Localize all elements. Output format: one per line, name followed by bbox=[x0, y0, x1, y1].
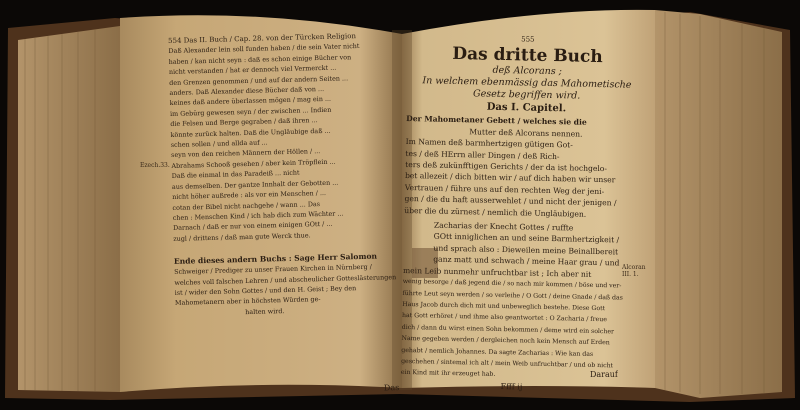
text-line: Name gegeben werden / dergleichen noch kein Mensch auf Erden bbox=[401, 335, 610, 347]
left-running-header: 554 Das II. Buch / Cap. 28. von der Türcken Religion bbox=[168, 32, 357, 45]
text-line: Haus Jacob durch dich mit und unbeweglich bestehe. Diese Gott bbox=[402, 300, 606, 313]
text-line: die Felsen und Berge gegraben / daß ihren ... bbox=[170, 116, 318, 129]
text-line: ein Kind mit ihr erzeuget hab. bbox=[400, 369, 496, 379]
text-line: schen sollen / und allda auf ... bbox=[170, 138, 268, 150]
text-line: hat Gott erhöret / und ihme also geantwortet : O Zacharia / freue bbox=[401, 312, 607, 324]
text-line: Darnach / daß er nur von einem einigen GOtt / ... bbox=[172, 220, 333, 233]
text-line: gehabt / nemlich Johannes. Da sagte Zacharias : Wie kan das bbox=[401, 346, 594, 358]
closing-line: Mahometanern aber in höchsten Würden ge- bbox=[174, 295, 321, 308]
text-line: GOtt inniglichen an und seine Barmhertzigkeit / bbox=[433, 232, 620, 245]
text-line: aus demselben. Der gantze Innhalt der Gebotten ... bbox=[171, 178, 339, 191]
page-number: 555 bbox=[521, 35, 535, 44]
closing-line: ist / wider den Sohn Gottes / und den H. Geist ; Bey den bbox=[174, 284, 357, 297]
text-line: ters deß zukünfftigen Gerichts / der da ist hochgelo- bbox=[405, 160, 608, 174]
closing-line: welches voll falschen Lehren / und abscheulicher Gotteslästerungen bbox=[174, 272, 397, 287]
chapter-heading: Das I. Capitel. bbox=[486, 102, 567, 115]
text-line: Im Namen deß barmhertzigen gütigen Got- bbox=[405, 137, 573, 150]
subtitle-line: Gesetz begriffen wird. bbox=[472, 88, 581, 103]
closing-line: Ende dieses andern Buchs : Sage Herr Salomon bbox=[173, 251, 378, 267]
text-line: den Grenzen genommen / und auf der andern Seiten ... bbox=[169, 73, 349, 87]
left-margin-note: Ezech.33. bbox=[140, 162, 170, 169]
closing-line: Schweiger / Prediger zu unser Frauen Kirchen in Nürnberg / bbox=[174, 262, 372, 277]
right-margin-note: Alcoran III. 1. bbox=[622, 264, 646, 278]
right-catchword: Darauf bbox=[590, 370, 618, 379]
text-line: haben / kan nicht seyn : daß es schon einige Bücher von bbox=[168, 53, 352, 66]
text-line: Daß Alexander lein soll funden haben / die sein Vater nicht bbox=[168, 42, 360, 56]
text-line: gen / die du haft ausserwehlet / und nicht der jenigen / bbox=[404, 194, 617, 208]
text-line: zugl / drittens / daß man gute Werck thue. bbox=[173, 231, 311, 243]
chapter-subtitle: Mutter deß Alcorans nennen. bbox=[469, 127, 583, 139]
chapter-subtitle: Der Mahometaner Gebett / welches sie die bbox=[406, 114, 587, 128]
text-line: könnte zurück halten. Daß die Ungläubige daß ... bbox=[170, 126, 331, 139]
text-line: anders. Daß Alexander diese Bücher daß von ... bbox=[169, 84, 325, 98]
text-line: wenig besorge / daß jegend die / so nach mir kommen / böse und ver- bbox=[402, 278, 622, 290]
subtitle-line: deß Alcorans ; bbox=[492, 65, 563, 78]
text-line: und sprach also : Dieweilen meine Beinallbereit bbox=[433, 243, 619, 257]
left-page-edges bbox=[18, 26, 120, 392]
closing-line: halten wird. bbox=[245, 306, 285, 316]
left-page-text bbox=[168, 30, 399, 399]
text-line: geschehen / sintemal ich alt / mein Weib unfruchtbar / und ob nicht bbox=[401, 357, 614, 370]
text-line: keines daß andere überlassen mögen / mag ein ... bbox=[169, 95, 332, 108]
right-page-text bbox=[400, 32, 647, 395]
text-line: mein Leib nunmehr unfruchtbar ist ; Ich aber nit bbox=[402, 265, 592, 279]
text-line: Daß die einmal in das Paradeiß ... nicht bbox=[171, 168, 300, 181]
text-line: cotan der Bibel nicht nachgehe / wann ... Das bbox=[172, 199, 321, 212]
text-line: führte Leut seyn werden / so verleihe / O Gott / deine Gnade / daß das bbox=[402, 289, 623, 302]
text-line: Zacharias der Knecht Gottes / ruffte bbox=[433, 220, 574, 233]
signature-mark: Ffff ij bbox=[500, 381, 523, 392]
text-line: im Gebürg gewesen seyn / der zwischen ... Indien bbox=[169, 105, 332, 118]
text-line: Abrahams Schooß gesehen / aber kein Tröpflein ... bbox=[171, 157, 336, 170]
text-line: tes / deß HErrn aller Dingen / deß Rich- bbox=[405, 148, 560, 161]
subtitle-line: In welchem ebenmässig das Mahometische bbox=[422, 75, 632, 92]
text-line: nicht höher außrede : als vor ein Menschen / ... bbox=[172, 189, 327, 202]
text-line: Vertrauen / führe uns auf den rechten Weg der jeni- bbox=[404, 182, 605, 196]
text-line: chen : Menschen Kind / ich hab dich zum Wächter ... bbox=[172, 209, 344, 222]
text-line: über die du zürnest / nemlich die Ungläubigen. bbox=[404, 205, 587, 219]
text-line: dich / dann du wirst einen Sohn bekommen / deme wird ein solcher bbox=[401, 323, 615, 336]
book-title: Das dritte Buch bbox=[452, 44, 603, 68]
text-line: nicht verstanden / hat er dennoch viel Vermerckt ... bbox=[168, 63, 337, 77]
text-line: seyn von den reichen Männern der Höllen / ... bbox=[171, 147, 321, 160]
left-catchword: Das bbox=[383, 383, 400, 393]
text-line: bet allezeit / dich bitten wir / auf dich haben wir unser bbox=[404, 171, 616, 185]
text-line: ganz matt und schwach / meine Haar grau / und bbox=[433, 254, 620, 268]
right-page-edges bbox=[655, 10, 782, 398]
